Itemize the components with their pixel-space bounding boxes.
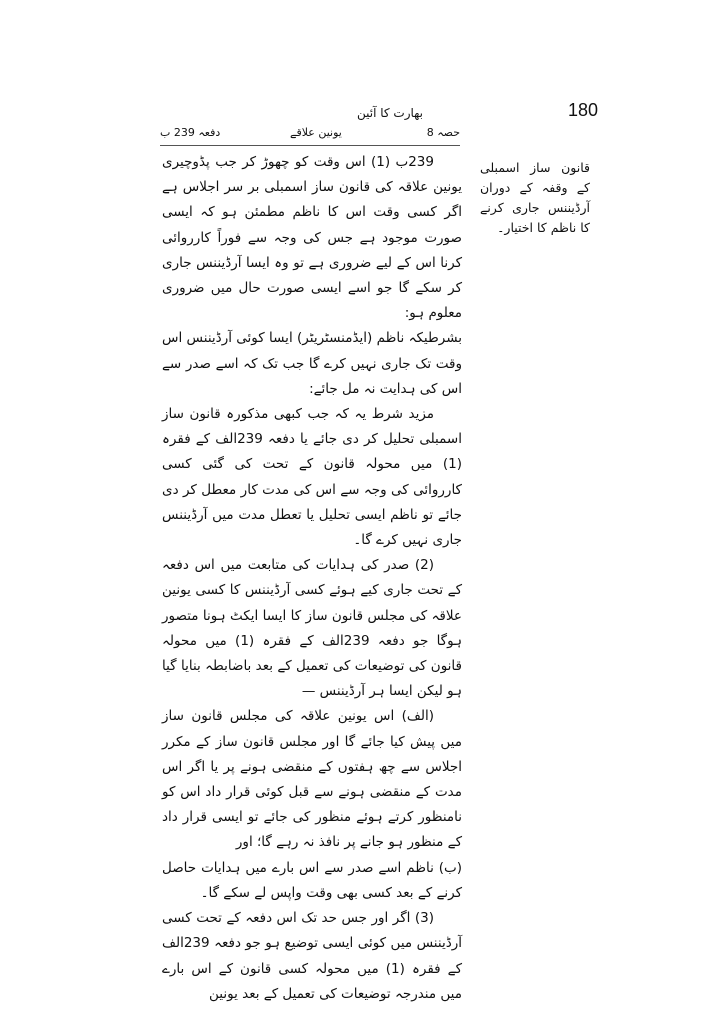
paragraph-239b-1: 239ب (1) اس وقت کو چھوڑ کر جب پڈوچیری یونین علاقہ کی قانون ساز اسمبلی بر سر اجلاس ہے اگر کسی وقت اس کا ناظم مطمئن ہو کہ ایسی صورت موجود ہے جس کی وجہ سے فوراً کارروائی کرنا اس کے لیے ضروری ہے تو وہ ایسا آرڈیننس جاری کر سکے گا جو اسے ایسی صورت حال میں ضروری معلوم ہو:	[162, 154, 462, 322]
running-title: بھارت کا آئین	[356, 106, 424, 120]
main-text	[162, 150, 462, 1007]
paragraph-239b-3: (3) اگر اور جس حد تک اس دفعہ کے تحت کسی آرڈیننس میں کوئی ایسی توضیع ہو جو دفعہ 239الف کے فقرہ (1) میں محولہ کسی قانون کے اس بارے میں مندرجہ توضیعات کی تعمیل کے بعد یونین	[162, 910, 462, 1002]
chapter-label: یونین علاقے	[290, 126, 342, 139]
margin-note: قانون ساز اسمبلی کے وقفہ کے دوران آرڈیننس جاری کرنے کا ناظم کا اختیار۔	[480, 160, 590, 235]
clause-be-paragraph: (ب) ناظم اسے صدر سے اس بارے میں ہدایات حاصل کرنے کے بعد کسی بھی وقت واپس لے سکے گا۔	[162, 859, 462, 901]
clause-alif-paragraph: (الف) اس یونین علاقہ کی مجلس قانون ساز میں پیش کیا جائے گا اور مجلس قانون ساز کے مکرر اجلاس سے چھ ہفتوں کے منقضی ہونے پر یا اگر اس مدت کے منقضی ہونے سے قبل کوئی قرار داد اس کو نامنظور کرتے ہوئے منظور کی جائے تو ایسی قرار داد کے منظور ہو جانے پر نافذ نہ رہے گا؛ اور	[162, 708, 462, 851]
proviso-paragraph: بشرطیکہ ناظم (ایڈمنسٹریٹر) ایسا کوئی آرڈیننس اس وقت تک جاری نہیں کرے گا جب تک کہ اسے صدر سے اس کی ہدایت نہ مل جائے:	[162, 330, 462, 397]
part-label: حصہ 8	[426, 126, 460, 139]
running-subheader	[160, 126, 460, 144]
section-label: دفعہ 239 ب	[160, 126, 221, 139]
paragraph-239b-2: (2) صدر کی ہدایات کی متابعت میں اس دفعہ کے تحت جاری کیے ہوئے کسی آرڈیننس کا کسی یونین علاقہ کی مجلس قانون ساز کا ایسا ایکٹ ہونا متصور ہوگا جو دفعہ 239الف کے فقرہ (1) میں محولہ قانون کی توضیعات کی تعمیل کے بعد باضابطہ بنایا گیا ہو لیکن ایسا ہر آرڈیننس —	[162, 557, 462, 700]
page-number: 180	[568, 100, 599, 120]
further-proviso-paragraph: مزید شرط یہ کہ جب کبھی مذکورہ قانون ساز اسمبلی تحلیل کر دی جائے یا دفعہ 239الف کے فقرہ (1) میں محولہ قانون کے تحت کی گئی کسی کارروائی کی وجہ سے اس کی مدت کار معطل کر دی جائے تو ناظم ایسی تحلیل یا تعطل مدت میں آرڈیننس جاری نہیں کرے گا۔	[162, 406, 462, 549]
header-divider	[160, 145, 460, 146]
